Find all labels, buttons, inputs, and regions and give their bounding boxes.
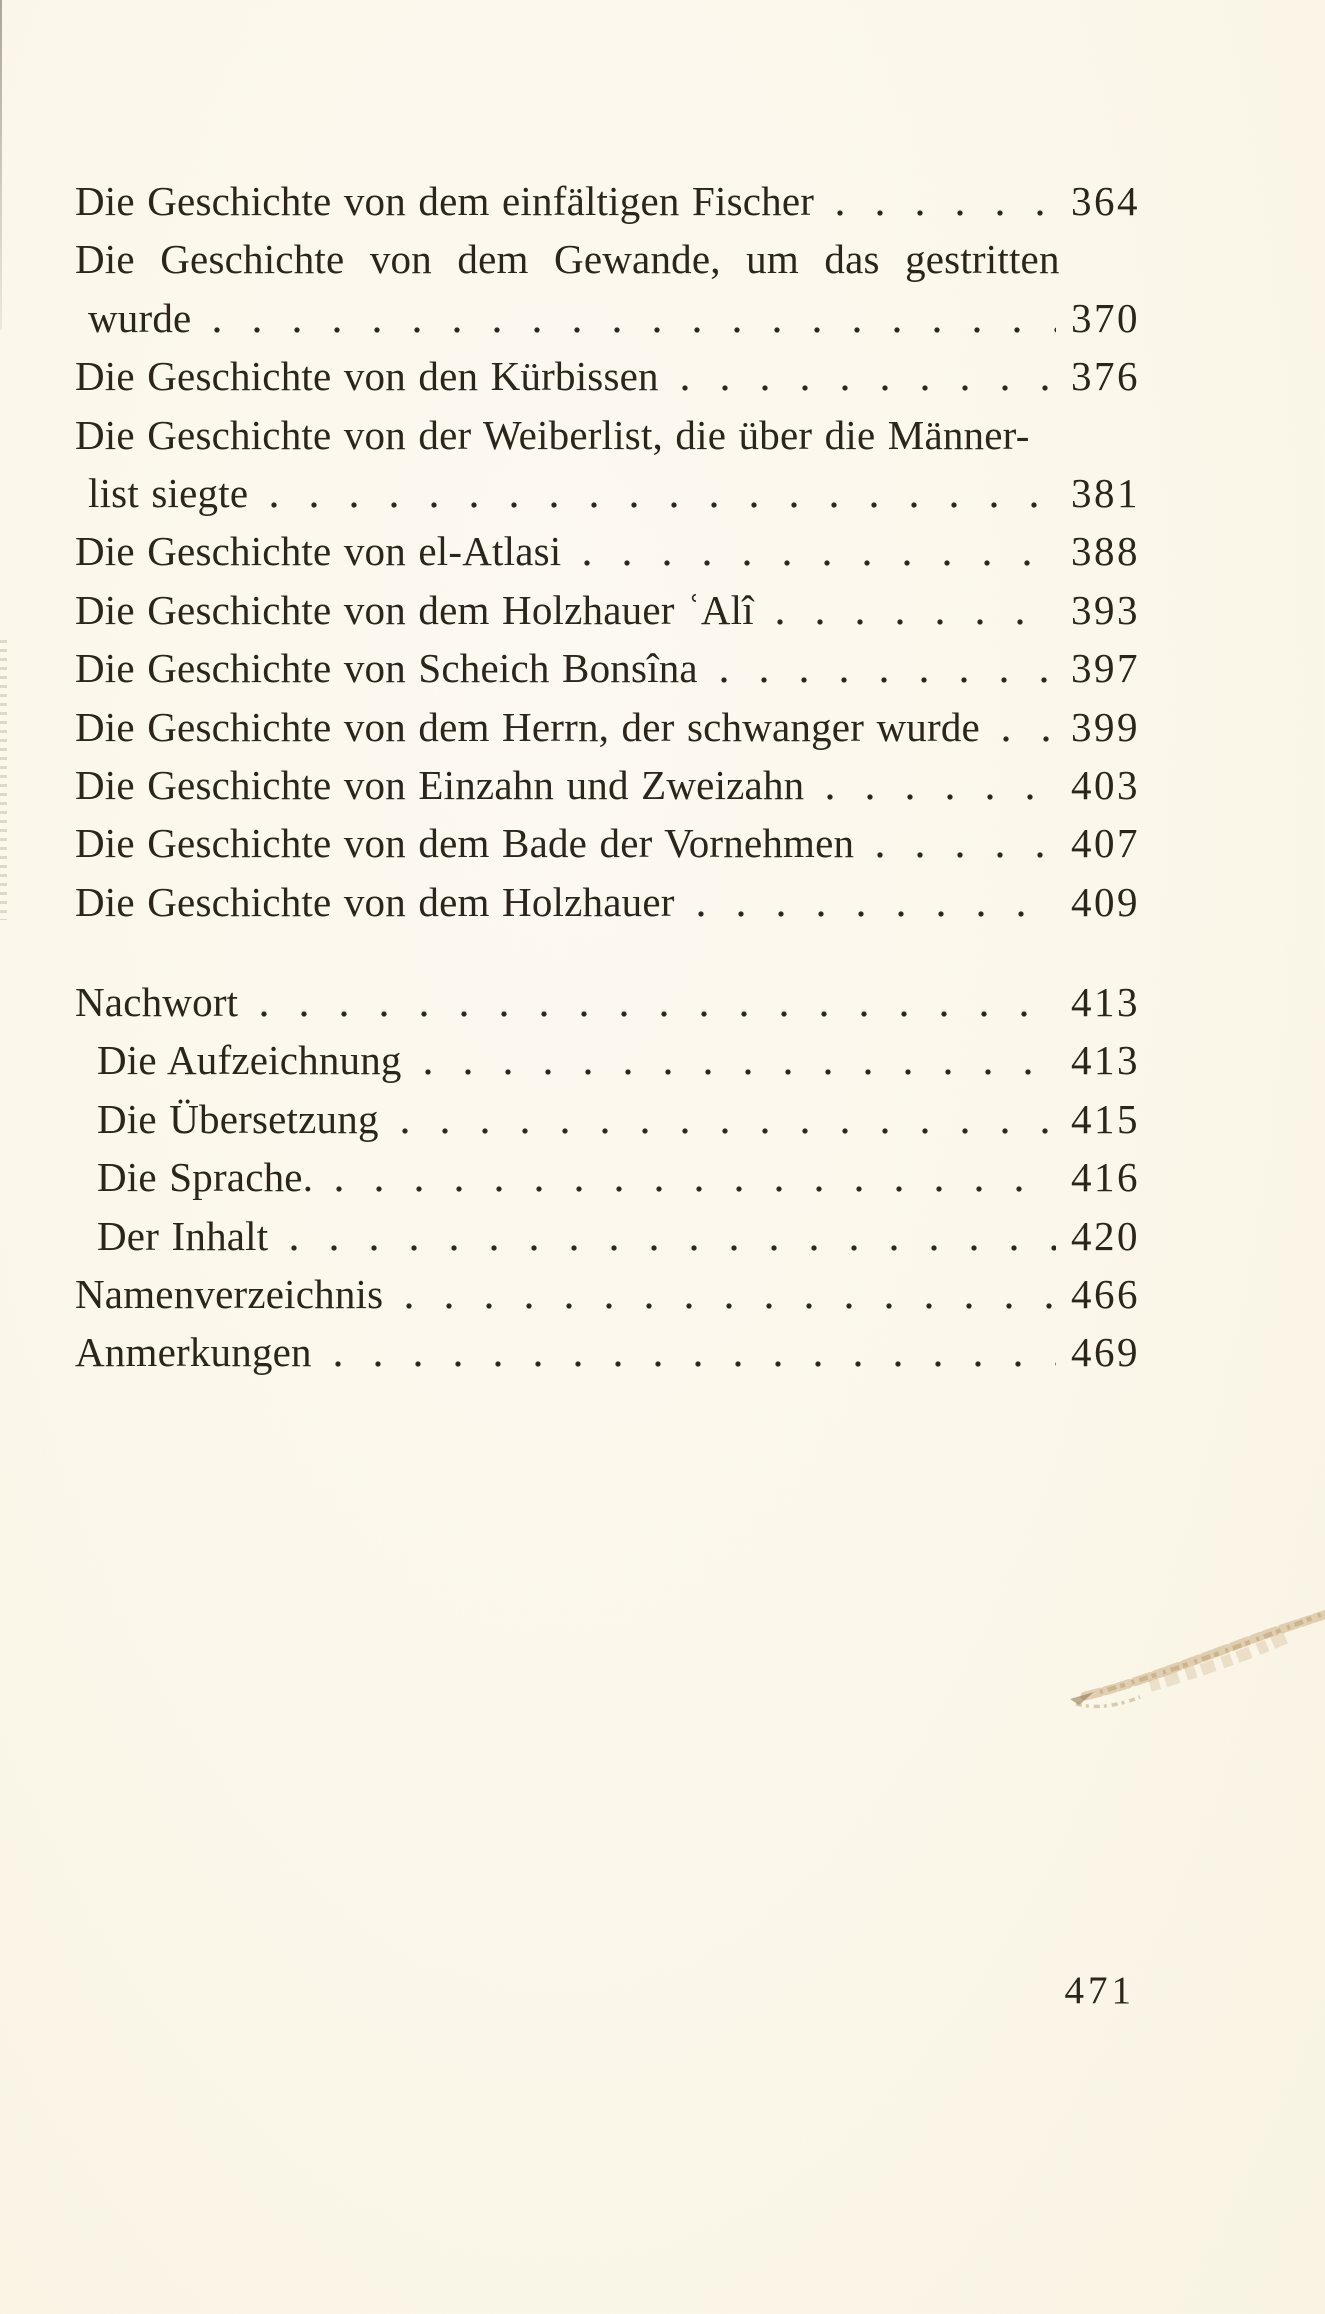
dot-leader [395, 1090, 1056, 1148]
dot-leader [820, 756, 1056, 814]
table-of-contents [75, 172, 1140, 1382]
paper-smudge-stain [1030, 1570, 1325, 1720]
toc-entry-title: Die Sprache. [97, 1154, 314, 1201]
toc-entry-title: Nachwort [75, 979, 239, 1026]
dot-leader [996, 698, 1056, 756]
toc-entry-title: Die Geschichte von der Weiberlist, die über die Männer- [75, 411, 1030, 458]
dot-leader [328, 1323, 1056, 1381]
toc-entry-title: wurde [88, 294, 192, 341]
toc-entry [75, 289, 1140, 347]
toc-page-number: 415 [1071, 1095, 1140, 1142]
toc-page-number: 469 [1071, 1329, 1140, 1376]
toc-entry-title: Die Geschichte von dem Holzhauer [75, 878, 675, 925]
dot-leader [770, 581, 1056, 639]
toc-page-number: 388 [1071, 528, 1140, 575]
toc-entry [75, 756, 1140, 814]
toc-page-number: 399 [1071, 703, 1140, 750]
toc-page-number: 409 [1071, 878, 1140, 925]
toc-page-number: 416 [1071, 1154, 1140, 1201]
toc-entry-title: Die Übersetzung [97, 1095, 379, 1142]
dot-leader [691, 873, 1056, 931]
toc-page-number: 381 [1071, 469, 1140, 516]
toc-entry [75, 230, 1140, 288]
toc-entry [75, 581, 1140, 639]
toc-entry [75, 1265, 1140, 1323]
toc-entry-title: Die Geschichte von el-Atlasi [75, 528, 562, 575]
toc-page-number: 413 [1071, 979, 1140, 1026]
toc-entry-title: Der Inhalt [97, 1212, 269, 1259]
toc-entry [75, 1148, 1140, 1206]
toc-entry-title: Namenverzeichnis [75, 1271, 384, 1318]
toc-page-number: 376 [1071, 353, 1140, 400]
back-matter-section [75, 973, 1140, 1382]
toc-page-number: 466 [1071, 1271, 1140, 1318]
toc-entry [75, 973, 1140, 1031]
toc-entry [75, 347, 1140, 405]
dot-leader [830, 172, 1056, 230]
toc-entry [75, 172, 1140, 230]
toc-page-number: 413 [1071, 1037, 1140, 1084]
toc-entry [75, 1090, 1140, 1148]
toc-entry [75, 1323, 1140, 1381]
dot-leader [399, 1265, 1056, 1323]
dot-leader [714, 639, 1056, 697]
toc-page-number: 407 [1071, 820, 1140, 867]
toc-page-number: 397 [1071, 645, 1140, 692]
toc-page-number: 370 [1071, 294, 1140, 341]
scan-edge-line [0, 0, 2, 330]
toc-entry [75, 814, 1140, 872]
dot-leader [329, 1148, 1056, 1206]
toc-page-number: 403 [1071, 761, 1140, 808]
dot-leader [264, 464, 1056, 522]
toc-entry-title: Die Geschichte von dem Holzhauer ʿAlî [75, 586, 754, 633]
dot-leader [418, 1031, 1056, 1089]
toc-entry [75, 698, 1140, 756]
dot-leader [870, 814, 1056, 872]
toc-page-number: 364 [1071, 178, 1140, 224]
toc-entry-title: Die Geschichte von dem Gewande, um das gestritten [75, 236, 1060, 283]
toc-entry-title: Die Geschichte von dem einfältigen Fischer [75, 178, 815, 224]
toc-entry [75, 639, 1140, 697]
toc-entry-title: Die Aufzeichnung [97, 1037, 402, 1084]
toc-entry-title: Die Geschichte von dem Bade der Vornehmen [75, 820, 855, 867]
scan-edge-speckle [0, 640, 7, 920]
toc-entry-title: Die Geschichte von dem Herrn, der schwanger wurde [75, 703, 980, 750]
dot-leader [284, 1207, 1056, 1265]
toc-entry [75, 406, 1140, 464]
toc-entry-title: Die Geschichte von Einzahn und Zweizahn [75, 761, 805, 808]
toc-entry-title: Die Geschichte von den Kürbissen [75, 353, 659, 400]
dot-leader [675, 347, 1056, 405]
dot-leader [254, 973, 1056, 1031]
dot-leader [577, 522, 1056, 580]
toc-page-number: 420 [1071, 1212, 1140, 1259]
toc-entry [75, 873, 1140, 931]
page-number-footer: 471 [1064, 1969, 1135, 2012]
toc-entry [75, 522, 1140, 580]
toc-entry [75, 1207, 1140, 1265]
toc-entry-title: Die Geschichte von Scheich Bonsîna [75, 645, 698, 692]
dot-leader [207, 289, 1056, 347]
toc-entry-title: Anmerkungen [75, 1329, 312, 1376]
toc-entry-title: list siegte [88, 469, 249, 516]
toc-page-number: 393 [1071, 586, 1140, 633]
toc-entry [75, 464, 1140, 522]
toc-entry [75, 1031, 1140, 1089]
